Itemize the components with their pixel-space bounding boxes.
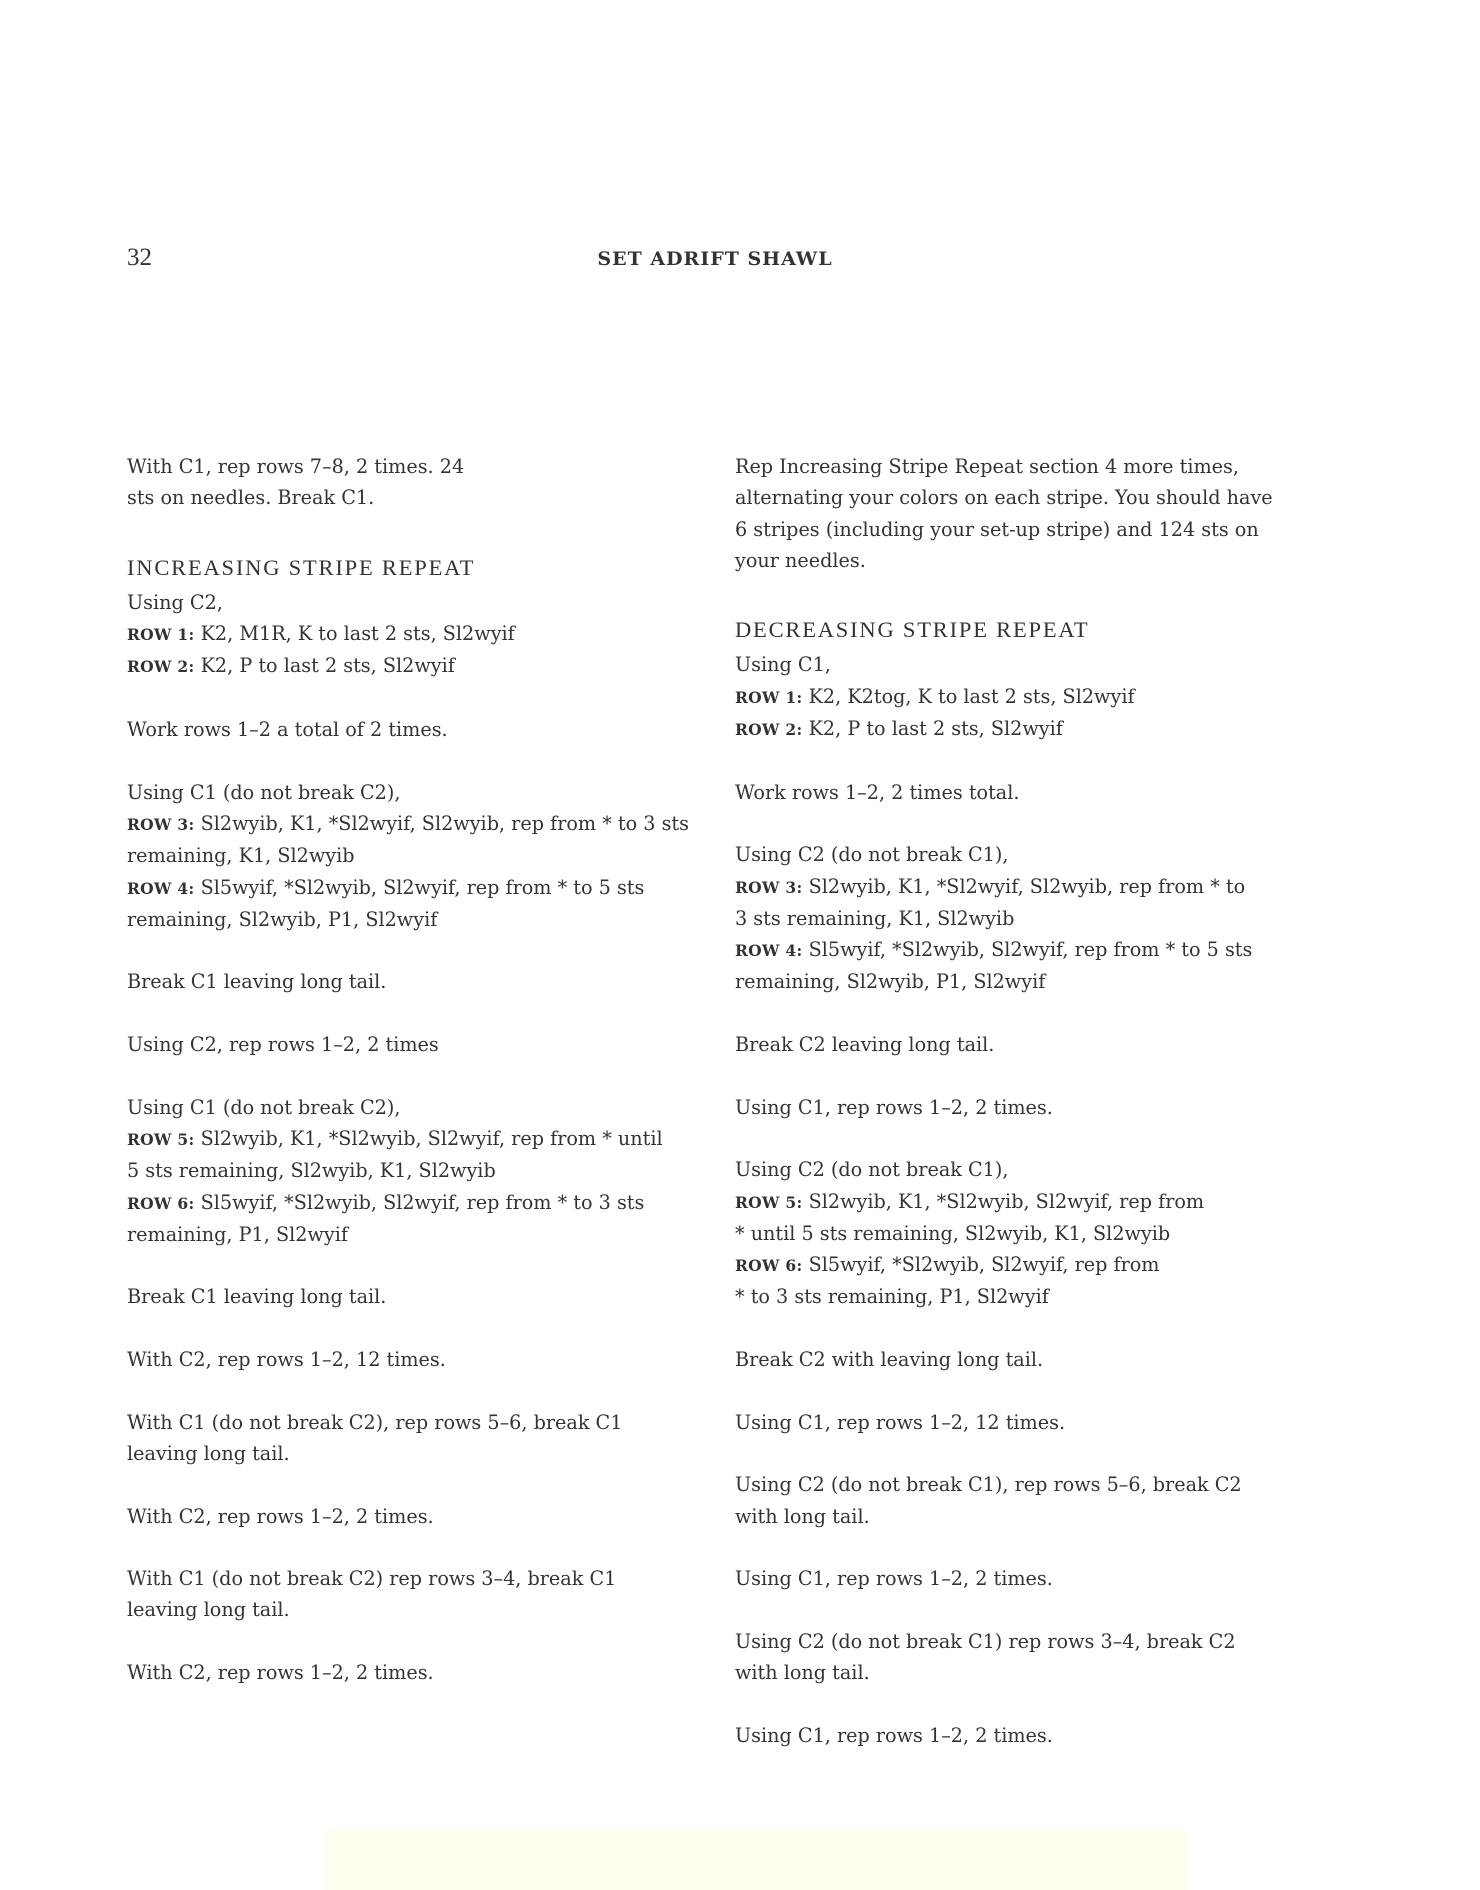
- text-line: remaining, Sl2wyib, P1, Sl2wyif: [735, 970, 1046, 994]
- paragraph: [735, 649, 1295, 745]
- text-line: remaining, Sl2wyib, P1, Sl2wyif: [127, 907, 438, 931]
- paragraph: [735, 1154, 1295, 1312]
- row-label: ROW 6:: [127, 1193, 195, 1213]
- row-instruction: [127, 618, 687, 650]
- paragraph: [127, 1407, 687, 1470]
- row-instruction: [735, 1186, 1295, 1218]
- text-line: With C2, rep rows 1–2, 12 times.: [127, 1348, 446, 1372]
- paragraph: [127, 1281, 687, 1312]
- text-line: alternating your colors on each stripe. You should have: [735, 486, 1273, 510]
- paragraph: [735, 451, 1295, 576]
- paragraph: [127, 714, 687, 745]
- paragraph: [127, 451, 687, 514]
- paragraph: [735, 839, 1295, 997]
- text-line: Using C1, rep rows 1–2, 2 times.: [735, 1723, 1053, 1747]
- row-instruction: [735, 681, 1295, 713]
- row-text: Sl2wyib, K1, *Sl2wyif, Sl2wyib, rep from * to 3 sts: [194, 811, 689, 835]
- text-line: Using C1, rep rows 1–2, 12 times.: [735, 1410, 1066, 1434]
- text-line: With C1 (do not break C2) rep rows 3–4, break C1: [127, 1567, 617, 1591]
- text-line: leaving long tail.: [127, 1598, 290, 1622]
- text-line: sts on needles. Break C1.: [127, 486, 375, 510]
- row-instruction: [735, 934, 1295, 966]
- section-heading-increasing: INCREASING STRIPE REPEAT: [127, 554, 476, 580]
- text-line: Break C2 leaving long tail.: [735, 1033, 995, 1057]
- text-line: Work rows 1–2 a total of 2 times.: [127, 718, 448, 742]
- row-text: K2, M1R, K to last 2 sts, Sl2wyif: [194, 622, 515, 646]
- text-line: your needles.: [735, 548, 866, 572]
- row-text: Sl2wyib, K1, *Sl2wyif, Sl2wyib, rep from * to: [802, 874, 1246, 898]
- text-line: Using C1,: [735, 653, 831, 677]
- paragraph: [735, 1092, 1295, 1123]
- row-label: ROW 1:: [735, 687, 803, 707]
- row-text: Sl2wyib, K1, *Sl2wyib, Sl2wyif, rep from * until: [194, 1126, 663, 1150]
- paragraph: [127, 587, 687, 683]
- text-line: remaining, P1, Sl2wyif: [127, 1222, 348, 1246]
- paragraph: [127, 777, 687, 935]
- paragraph: [735, 1563, 1295, 1594]
- row-label: ROW 1:: [127, 625, 195, 645]
- text-line: 5 sts remaining, Sl2wyib, K1, Sl2wyib: [127, 1159, 496, 1183]
- text-line: With C1, rep rows 7–8, 2 times. 24: [127, 455, 465, 478]
- paragraph: [735, 1469, 1295, 1532]
- row-instruction: [735, 1249, 1295, 1281]
- row-instruction: [735, 713, 1295, 745]
- page-number: 32: [127, 244, 152, 271]
- text-line: Using C2 (do not break C1), rep rows 5–6, break C2: [735, 1473, 1242, 1497]
- text-line: with long tail.: [735, 1660, 870, 1684]
- text-line: 3 sts remaining, K1, Sl2wyib: [735, 906, 1015, 930]
- row-label: ROW 4:: [735, 941, 803, 961]
- row-label: ROW 2:: [735, 720, 803, 740]
- row-instruction: [127, 1187, 687, 1219]
- row-text: Sl5wyif, *Sl2wyib, Sl2wyif, rep from * to 5 sts: [802, 938, 1253, 962]
- text-line: leaving long tail.: [127, 1441, 290, 1465]
- text-line: With C1 (do not break C2), rep rows 5–6, break C1: [127, 1410, 623, 1434]
- row-text: Sl5wyif, *Sl2wyib, Sl2wyif, rep from * to 3 sts: [194, 1190, 645, 1214]
- row-instruction: [127, 808, 687, 840]
- row-instruction: [735, 871, 1295, 903]
- row-text: K2, P to last 2 sts, Sl2wyif: [194, 654, 455, 678]
- paragraph: [127, 1657, 687, 1688]
- text-line: Using C2,: [127, 590, 223, 614]
- text-line: 6 stripes (including your set-up stripe) and 124 sts on: [735, 517, 1259, 541]
- row-label: ROW 5:: [127, 1129, 195, 1149]
- row-text: K2, P to last 2 sts, Sl2wyif: [802, 717, 1063, 741]
- paragraph: [127, 1092, 687, 1250]
- text-line: Using C2 (do not break C1),: [735, 1158, 1009, 1182]
- text-line: Using C2 (do not break C1),: [735, 843, 1009, 867]
- text-line: Break C2 with leaving long tail.: [735, 1348, 1044, 1372]
- paragraph: [127, 1501, 687, 1532]
- section-heading-decreasing: DECREASING STRIPE REPEAT: [735, 617, 1090, 643]
- left-column: [127, 451, 687, 1720]
- row-instruction: [127, 872, 687, 904]
- text-line: with long tail.: [735, 1504, 870, 1528]
- text-line: Using C2, rep rows 1–2, 2 times: [127, 1033, 439, 1057]
- text-line: Break C1 leaving long tail.: [127, 1285, 387, 1309]
- text-line: Work rows 1–2, 2 times total.: [735, 780, 1020, 804]
- row-label: ROW 2:: [127, 657, 195, 677]
- paragraph: [127, 966, 687, 997]
- row-instruction: [127, 1123, 687, 1155]
- row-text: Sl2wyib, K1, *Sl2wyib, Sl2wyif, rep from: [802, 1189, 1205, 1213]
- paragraph: [127, 1344, 687, 1375]
- text-line: Rep Increasing Stripe Repeat section 4 more times,: [735, 455, 1239, 478]
- text-line: * to 3 sts remaining, P1, Sl2wyif: [735, 1285, 1049, 1309]
- text-line: Using C1, rep rows 1–2, 2 times.: [735, 1567, 1053, 1591]
- paragraph: [735, 1626, 1295, 1689]
- right-column: [735, 451, 1295, 1782]
- text-line: Using C1 (do not break C2),: [127, 780, 401, 804]
- text-line: With C2, rep rows 1–2, 2 times.: [127, 1504, 434, 1528]
- paragraph: [735, 1720, 1295, 1751]
- text-line: Using C2 (do not break C1) rep rows 3–4, break C2: [735, 1629, 1236, 1653]
- footer-tint-block: [325, 1830, 1187, 1890]
- row-label: ROW 3:: [735, 877, 803, 897]
- paragraph: [735, 1407, 1295, 1438]
- paragraph: [127, 1563, 687, 1626]
- row-label: ROW 5:: [735, 1192, 803, 1212]
- row-label: ROW 3:: [127, 814, 195, 834]
- text-line: * until 5 sts remaining, Sl2wyib, K1, Sl2wyib: [735, 1221, 1171, 1245]
- row-text: Sl5wyif, *Sl2wyib, Sl2wyif, rep from * to 5 sts: [194, 875, 645, 899]
- text-line: remaining, K1, Sl2wyib: [127, 844, 355, 868]
- paragraph: [735, 1344, 1295, 1375]
- row-label: ROW 6:: [735, 1256, 803, 1276]
- row-text: K2, K2tog, K to last 2 sts, Sl2wyif: [802, 684, 1135, 708]
- row-text: Sl5wyif, *Sl2wyib, Sl2wyif, rep from: [802, 1253, 1160, 1277]
- running-title: SET ADRIFT SHAWL: [597, 248, 833, 270]
- row-label: ROW 4:: [127, 878, 195, 898]
- paragraph: [127, 1029, 687, 1060]
- paragraph: [735, 777, 1295, 808]
- text-line: Using C1, rep rows 1–2, 2 times.: [735, 1095, 1053, 1119]
- paragraph: [735, 1029, 1295, 1060]
- text-line: Using C1 (do not break C2),: [127, 1095, 401, 1119]
- row-instruction: [127, 650, 687, 682]
- text-line: With C2, rep rows 1–2, 2 times.: [127, 1660, 434, 1684]
- text-line: Break C1 leaving long tail.: [127, 970, 387, 994]
